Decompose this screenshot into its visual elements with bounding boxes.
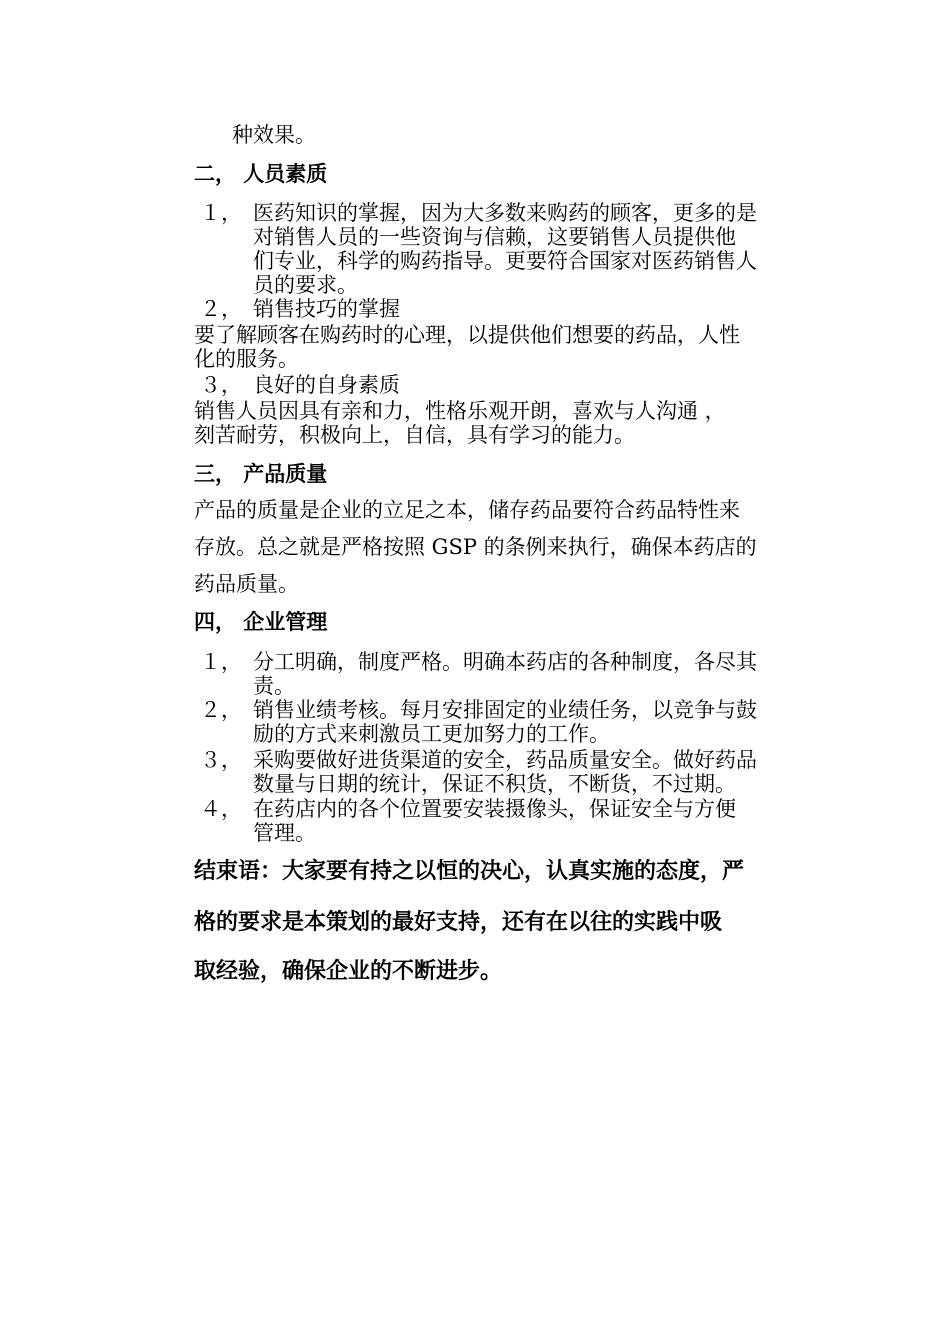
item-number: ２， bbox=[200, 297, 242, 321]
paragraph-line: 药品质量。 bbox=[194, 572, 299, 596]
item-number: ３， bbox=[200, 373, 242, 397]
item-line: 数量与日期的统计，保证不积货，不断货，不过期。 bbox=[253, 772, 736, 796]
paragraph-line: 销售人员因具有亲和力，性格乐观开朗，喜欢与人沟通 ， bbox=[194, 399, 726, 423]
section-heading-product-quality: 三， 产品质量 bbox=[194, 462, 328, 486]
item-number: ３， bbox=[200, 748, 242, 772]
item-line: 销售技巧的掌握 bbox=[253, 297, 400, 321]
item-line: 分工明确，制度严格。明确本药店的各种制度，各尽其 bbox=[253, 650, 757, 674]
section-heading-management: 四， 企业管理 bbox=[194, 610, 328, 634]
paragraph-line: 存放。总之就是严格按照 GSP 的条例来执行，确保本药店的 bbox=[194, 535, 757, 559]
item-number: ２， bbox=[200, 698, 242, 722]
item-line: 对销售人员的一些资询与信赖，这要销售人员提供他 bbox=[253, 225, 736, 249]
conclusion-line: 取经验，确保企业的不断进步。 bbox=[194, 959, 503, 984]
item-line: 在药店内的各个位置要安装摄像头，保证安全与方便 bbox=[253, 797, 736, 821]
item-number: １， bbox=[200, 650, 242, 674]
section-heading-personnel: 二， 人员素质 bbox=[194, 162, 328, 186]
item-number: ４， bbox=[200, 797, 242, 821]
paragraph-line: 要了解顾客在购药时的心理，以提供他们想要的药品，人性 bbox=[194, 323, 740, 347]
item-line: 医药知识的掌握，因为大多数来购药的顾客，更多的是 bbox=[253, 201, 757, 225]
paragraph-line: 产品的质量是企业的立足之本，储存药品要符合药品特性来 bbox=[194, 498, 740, 522]
intro-tail-text: 种效果。 bbox=[232, 123, 316, 147]
paragraph-line: 化的服务。 bbox=[194, 347, 299, 371]
item-number: １， bbox=[200, 201, 242, 225]
item-line: 管理。 bbox=[253, 821, 316, 845]
conclusion-line: 结束语：大家要有持之以恒的决心，认真实施的态度，严 bbox=[194, 859, 745, 884]
item-line: 销售业绩考核。每月安排固定的业绩任务，以竞争与鼓 bbox=[253, 698, 757, 722]
paragraph-line: 刻苦耐劳，积极向上，自信，具有学习的能力。 bbox=[194, 423, 635, 447]
conclusion-line: 格的要求是本策划的最好支持，还有在以往的实践中吸 bbox=[194, 910, 723, 935]
item-line: 员的要求。 bbox=[253, 273, 358, 297]
item-line: 责。 bbox=[253, 674, 295, 698]
item-line: 良好的自身素质 bbox=[253, 373, 400, 397]
item-line: 们专业，科学的购药指导。更要符合国家对医药销售人 bbox=[253, 249, 757, 273]
item-line: 采购要做好进货渠道的安全，药品质量安全。做好药品 bbox=[253, 748, 757, 772]
item-line: 励的方式来刺激员工更加努力的工作。 bbox=[253, 722, 610, 746]
